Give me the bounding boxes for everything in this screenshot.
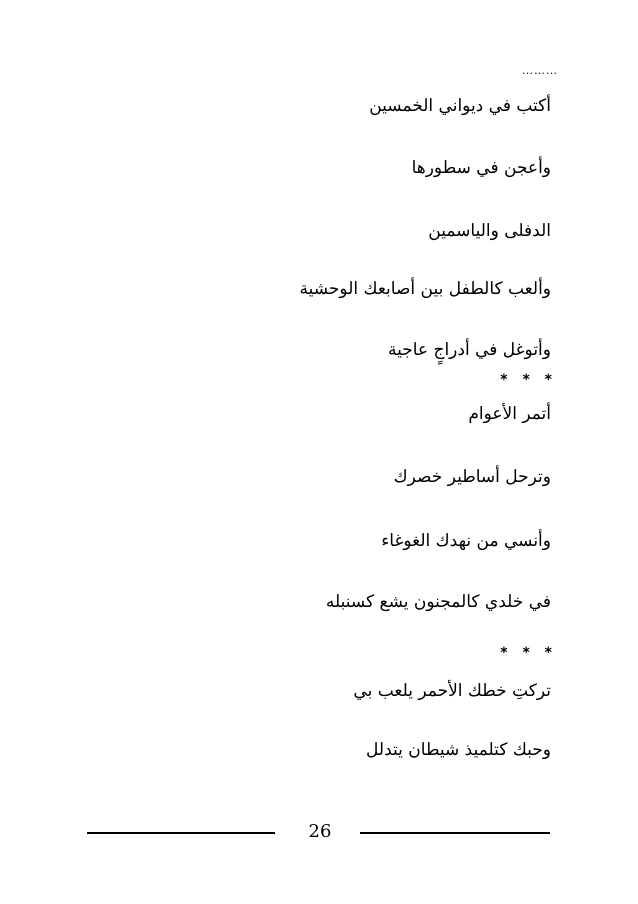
- poem-line: وأعجن في سطورها: [411, 158, 551, 178]
- poem-line: وترحل أساطير خصرك: [393, 467, 551, 487]
- stanza-separator: * * *: [500, 372, 552, 388]
- poem-line: أكتب في ديواني الخمسين: [369, 96, 551, 116]
- poem-line: الدفلى والياسمين: [428, 221, 551, 241]
- poem-line: وأنسي من نهدك الغوغاء: [381, 531, 551, 551]
- poem-line: وألعب كالطفل بين أصابعك الوحشية: [299, 279, 551, 299]
- poem-line: وأتوغل في أدراجٍ عاجية: [388, 340, 551, 360]
- footer-rule-right: [360, 832, 550, 834]
- poem-line: في خلدي كالمجنون يشع كسنبله: [325, 592, 551, 612]
- footer-rule-left: [87, 832, 275, 834]
- poem-line: أتمر الأعوام: [468, 404, 551, 424]
- stanza-separator: * * *: [500, 645, 552, 661]
- poem-line: وحبك كتلميذ شيطان يتدلل: [366, 740, 551, 760]
- top-ellipsis: ………: [522, 64, 558, 77]
- poem-line: تركتِ خطك الأحمر يلعب بي: [353, 681, 551, 701]
- page-number: 26: [308, 821, 332, 842]
